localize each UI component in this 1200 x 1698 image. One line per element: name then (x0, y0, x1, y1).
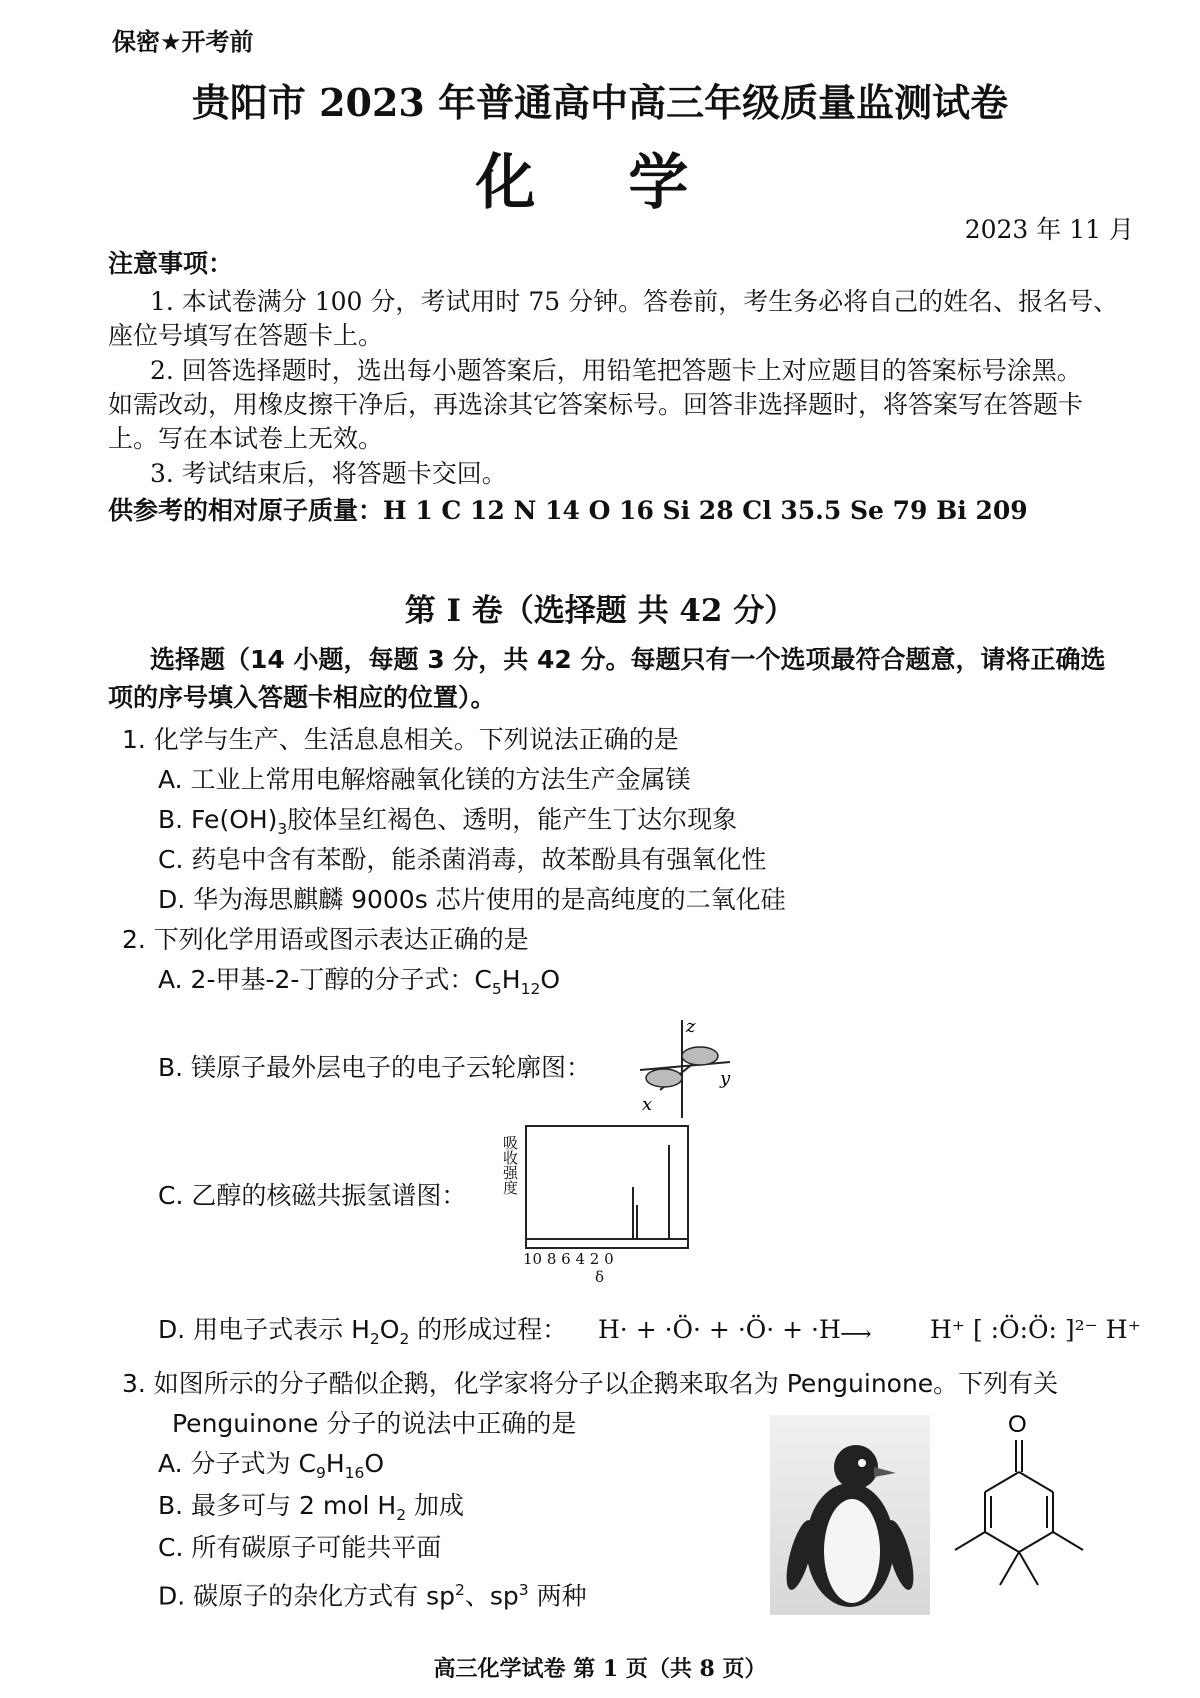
electron-formula-right: H⁺ [ :Ö:Ö: ]²⁻ H⁺ (930, 1315, 1141, 1344)
note-line-5: 上。写在本试卷上无效。 (108, 424, 384, 453)
q3-option-c: C. 所有碳原子可能共平面 (158, 1533, 442, 1562)
nmr-x-label: δ (595, 1268, 605, 1286)
q2-option-b: B. 镁原子最外层电子的电子云轮廓图： (158, 1053, 592, 1082)
notes-heading: 注意事项： (108, 249, 234, 278)
q1-option-b: B. $Fe(OH)_3$胶体呈红褐色、透明，能产生丁达尔现象 (158, 805, 738, 838)
note-line-3: 2. 回答选择题时，选出每小题答案后，用铅笔把答题卡上对应题目的答案标号涂黑。 (150, 356, 1082, 385)
orbital-label-z: z (686, 1016, 696, 1037)
penguin-photo (770, 1415, 930, 1615)
note-line-6: 3. 考试结束后，将答题卡交回。 (150, 459, 507, 488)
q3-stem-1: 3. 如图所示的分子酷似企鹅，化学家将分子以企鹅来取名为 Penguinone。下列有关 (122, 1369, 1059, 1398)
secret-mark: 保密★开考前 (112, 28, 254, 56)
q3-option-b: B. 最多可与 2 mol $H_2$ 加成 (158, 1491, 465, 1524)
q2-option-a: A. 2-甲基-2-丁醇的分子式：$C_5H_{12}O$ (158, 965, 560, 998)
note-line-1: 1. 本试卷满分 100 分，考试用时 75 分钟。答卷前，考生务必将自己的姓名、报名号、 (150, 287, 1119, 316)
atomic-masses: 供参考的相对原子质量：H 1 C 12 N 14 O 16 Si 28 Cl 35.5 Se 79 Bi 209 (108, 496, 1028, 525)
q2-option-c: C. 乙醇的核磁共振氢谱图： (158, 1181, 467, 1210)
q3-option-d: D. 碳原子的杂化方式有 $sp^2$、$sp^3$ 两种 (158, 1581, 587, 1611)
note-line-2: 座位号填写在答题卡上。 (108, 321, 384, 350)
penguinone-structure (950, 1400, 1100, 1600)
q2-stem: 2. 下列化学用语或图示表达正确的是 (122, 925, 529, 954)
electron-formula-left: H· + ·Ö· + ·Ö· + ·H (598, 1315, 841, 1344)
nmr-y-label: 吸收强度 (501, 1135, 519, 1195)
nmr-spectrum (527, 1127, 687, 1247)
exam-date: 2023 年 11 月 (964, 215, 1134, 244)
exam-title: 贵阳市 2023 年普通高中高三年级质量监测试卷 (191, 80, 1009, 125)
section-instructions-1: 选择题（14 小题，每题 3 分，共 42 分。每题只有一个选项最符合题意，请将正确选 (150, 645, 1106, 674)
q1-stem: 1. 化学与生产、生活息息相关。下列说法正确的是 (122, 725, 679, 754)
orbital-label-y: y (720, 1068, 731, 1089)
q1-option-d: D. 华为海思麒麟 9000s 芯片使用的是高纯度的二氧化硅 (158, 885, 786, 914)
orbital-label-x: x (642, 1094, 653, 1115)
q2-option-d: D. 用电子式表示 $H_2O_2$ 的形成过程： (158, 1315, 568, 1348)
q1-option-c: C. 药皂中含有苯酚，能杀菌消毒，故苯酚具有强氧化性 (158, 845, 767, 874)
nmr-x-ticks: 10 8 6 4 2 0 (523, 1250, 614, 1268)
q3-stem-2: Penguinone 分子的说法中正确的是 (172, 1409, 577, 1438)
note-line-4: 如需改动，用橡皮擦干净后，再选涂其它答案标号。回答非选择题时，将答案写在答题卡 (108, 390, 1084, 419)
q3-option-a: A. 分子式为 $C_9H_{16}O$ (158, 1449, 385, 1482)
section-title: 第 I 卷（选择题 共 42 分） (404, 593, 796, 629)
page-footer: 高三化学试卷 第 1 页（共 8 页） (433, 1656, 767, 1682)
q1-option-a: A. 工业上常用电解熔融氧化镁的方法生产金属镁 (158, 765, 691, 794)
reaction-arrow: ⟶ (840, 1322, 872, 1347)
subject-title: 化 学 (475, 148, 725, 218)
orbital-diagram (630, 1010, 740, 1120)
nmr-spectrum-frame (525, 1125, 689, 1249)
structure-oxygen-label: O (1008, 1411, 1027, 1438)
section-instructions-2: 项的序号填入答题卡相应的位置）。 (108, 683, 496, 712)
penguin-icon (770, 1415, 930, 1615)
